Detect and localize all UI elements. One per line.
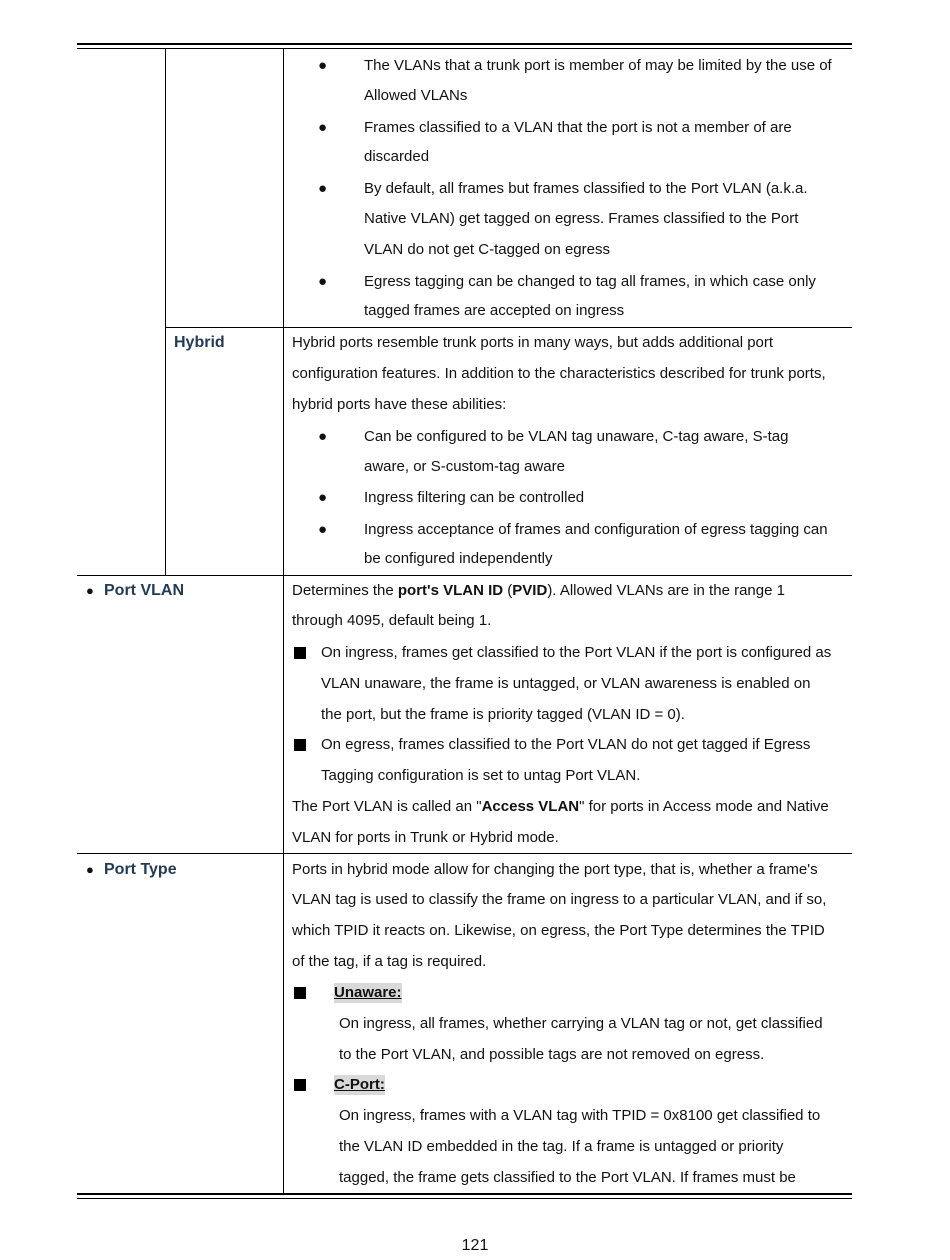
paragraph-line: which TPID it reacts on. Likewise, on egress, the Port Type determines the TPID xyxy=(292,922,825,939)
list-item-text: aware, or S-custom-tag aware xyxy=(364,458,565,475)
paragraph-line: Ports in hybrid mode allow for changing the port type, that is, whether a frame's xyxy=(292,861,818,878)
list-item-text: VLAN unaware, the frame is untagged, or VLAN awareness is enabled on xyxy=(321,675,811,692)
table-bottom-border xyxy=(77,1193,852,1199)
list-item-text: the port, but the frame is priority tagged (VLAN ID = 0). xyxy=(321,706,685,723)
list-item-text: The VLANs that a trunk port is member of may be limited by the use of xyxy=(364,57,832,74)
page-number: 121 xyxy=(461,1237,489,1254)
list-item-text: the VLAN ID embedded in the tag. If a frame is untagged or priority xyxy=(339,1138,784,1155)
bullet-dot: ● xyxy=(318,428,328,445)
list-item-text: Allowed VLANs xyxy=(364,87,468,104)
square-bullet-icon xyxy=(294,987,306,999)
bullet-dot: ● xyxy=(318,489,328,506)
paragraph-line: Determines the port's VLAN ID (PVID). Allowed VLANs are in the range 1 xyxy=(292,582,785,599)
list-item-text: Native VLAN) get tagged on egress. Frames classified to the Port xyxy=(364,210,799,227)
square-bullet-icon xyxy=(294,1079,306,1091)
row-divider xyxy=(165,327,852,328)
bullet-dot: ● xyxy=(318,57,328,74)
paragraph-line: VLAN tag is used to classify the frame on ingress to a particular VLAN, and if so, xyxy=(292,891,827,908)
square-bullet-icon xyxy=(294,647,306,659)
list-item-text: On ingress, frames with a VLAN tag with TPID = 0x8100 get classified to xyxy=(339,1107,821,1124)
option-title: C-Port: xyxy=(334,1076,385,1093)
list-item-text: On egress, frames classified to the Port VLAN do not get tagged if Egress xyxy=(321,736,811,753)
paragraph-line: VLAN for ports in Trunk or Hybrid mode. xyxy=(292,829,559,846)
list-item-text: to the Port VLAN, and possible tags are not removed on egress. xyxy=(339,1046,765,1063)
list-item-text: By default, all frames but frames classified to the Port VLAN (a.k.a. xyxy=(364,180,808,197)
bullet-dot: ● xyxy=(318,273,328,290)
row-divider xyxy=(77,575,852,576)
bullet-dot: ● xyxy=(86,583,94,598)
bullet-dot: ● xyxy=(318,180,328,197)
option-title: Unaware: xyxy=(334,984,402,1001)
paragraph-line: The Port VLAN is called an "Access VLAN" for ports in Access mode and Native xyxy=(292,798,829,815)
square-bullet-icon xyxy=(294,739,306,751)
list-item-text: VLAN do not get C-tagged on egress xyxy=(364,241,610,258)
list-item-text: On ingress, frames get classified to the Port VLAN if the port is configured as xyxy=(321,644,832,661)
bullet-dot: ● xyxy=(318,521,328,538)
port-type-label: Port Type xyxy=(104,861,177,878)
column-divider xyxy=(283,48,284,1194)
paragraph-line: through 4095, default being 1. xyxy=(292,612,492,629)
table-top-border xyxy=(77,43,852,49)
hybrid-label: Hybrid xyxy=(174,334,225,351)
column-divider xyxy=(165,48,166,576)
list-item-text: Ingress acceptance of frames and configuration of egress tagging can xyxy=(364,521,828,538)
paragraph-line: configuration features. In addition to the characteristics described for trunk ports, xyxy=(292,365,826,382)
bullet-dot: ● xyxy=(318,119,328,136)
list-item-text: Tagging configuration is set to untag Port VLAN. xyxy=(321,767,641,784)
list-item-text: On ingress, all frames, whether carrying a VLAN tag or not, get classified xyxy=(339,1015,823,1032)
list-item-text: tagged frames are accepted on ingress xyxy=(364,302,625,319)
bullet-dot: ● xyxy=(86,862,94,877)
row-divider xyxy=(77,853,852,854)
list-item-text: Frames classified to a VLAN that the port is not a member of are xyxy=(364,119,792,136)
list-item-text: be configured independently xyxy=(364,550,553,567)
list-item-text: Ingress filtering can be controlled xyxy=(364,489,585,506)
paragraph-line: of the tag, if a tag is required. xyxy=(292,953,487,970)
list-item-text: Egress tagging can be changed to tag all frames, in which case only xyxy=(364,273,816,290)
paragraph-line: hybrid ports have these abilities: xyxy=(292,396,507,413)
list-item-text: tagged, the frame gets classified to the Port VLAN. If frames must be xyxy=(339,1169,796,1186)
list-item-text: Can be configured to be VLAN tag unaware, C-tag aware, S-tag xyxy=(364,428,789,445)
paragraph-line: Hybrid ports resemble trunk ports in many ways, but adds additional port xyxy=(292,334,774,351)
list-item-text: discarded xyxy=(364,148,430,165)
port-vlan-label: Port VLAN xyxy=(104,582,184,599)
